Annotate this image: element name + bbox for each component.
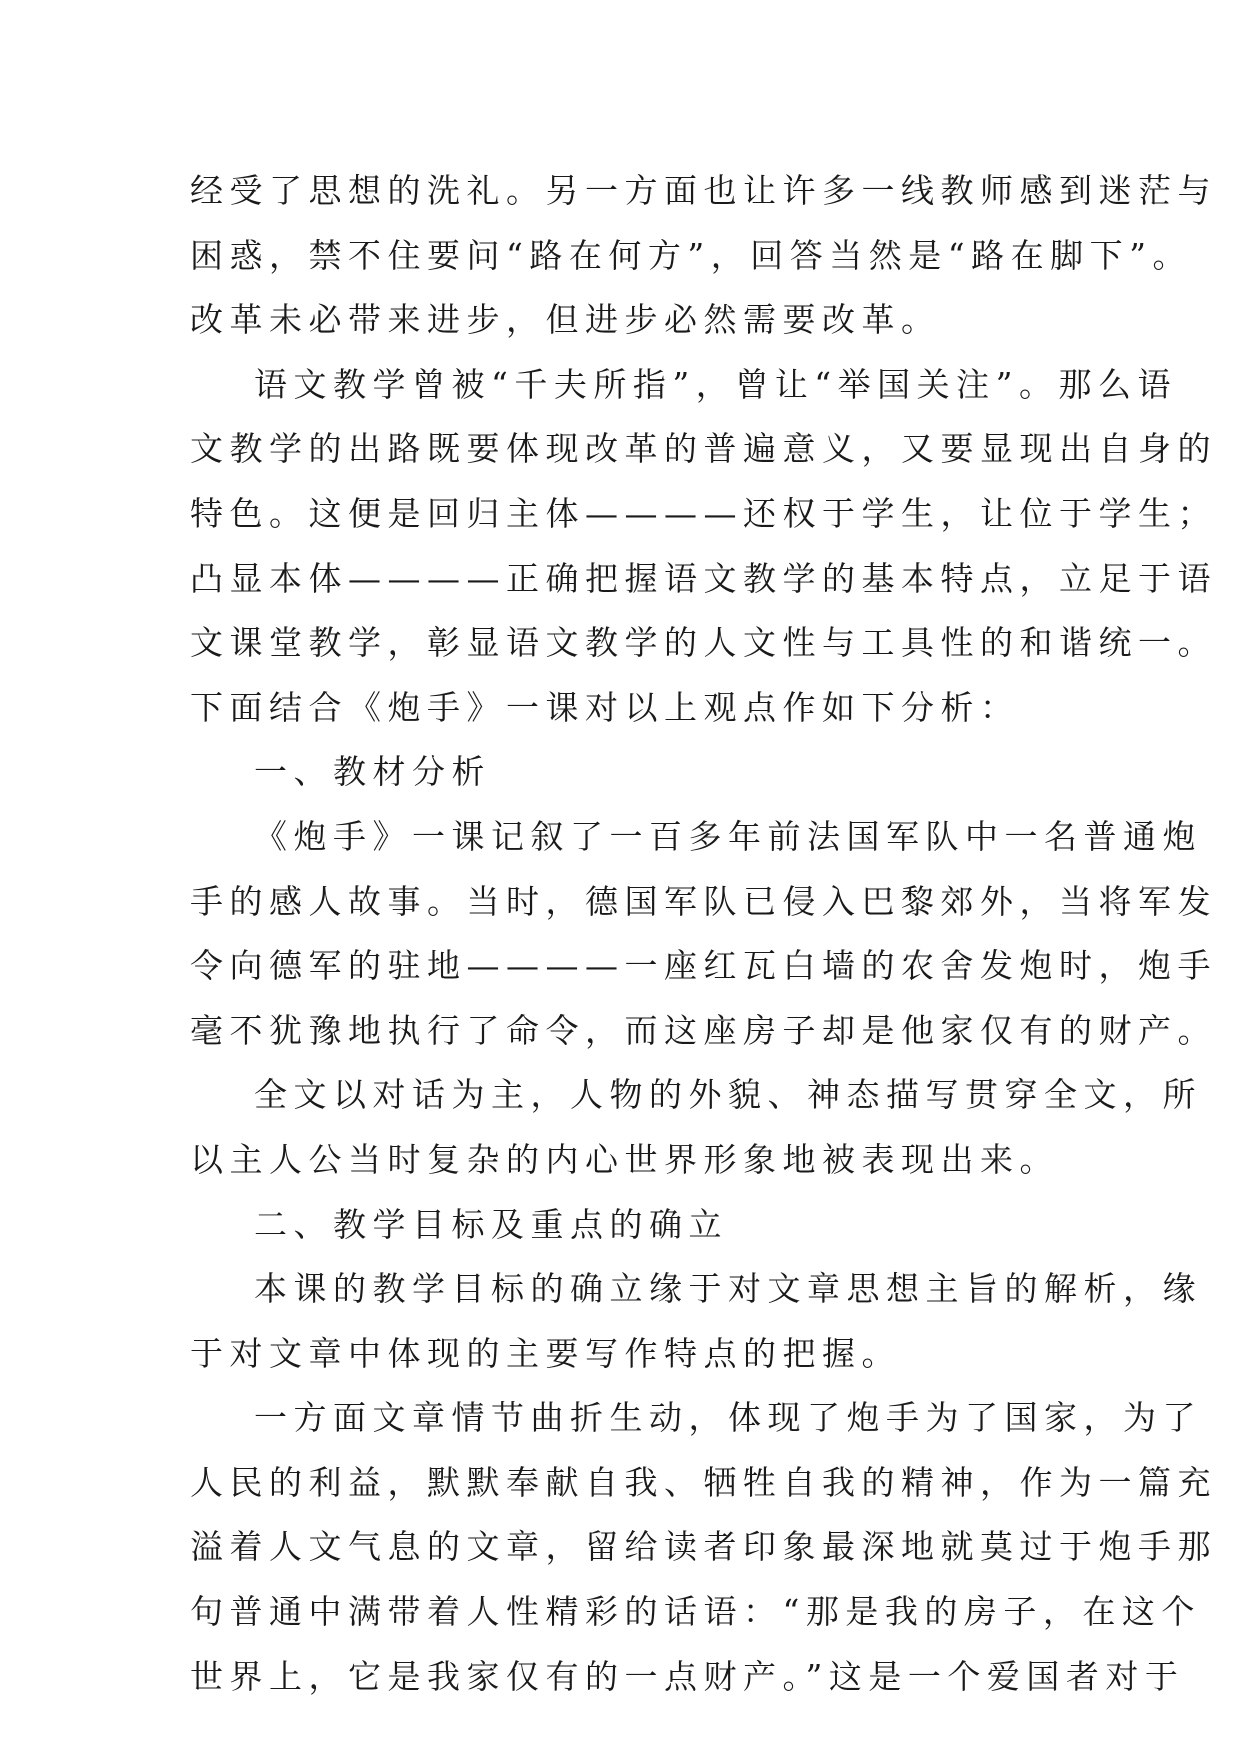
section-heading: 一、教材分析 — [254, 752, 491, 792]
text-line: 语文教学曾被“千夫所指”，曾让“举国关注”。那么语 — [254, 364, 1177, 404]
text-line: 以主人公当时复杂的内心世界形象地被表现出来。 — [190, 1139, 1059, 1179]
text-line: 于对文章中体现的主要写作特点的把握。 — [190, 1333, 901, 1373]
text-line: 世界上，它是我家仅有的一点财产。”这是一个爱国者对于 — [190, 1656, 1185, 1696]
text-line: 手的感人故事。当时，德国军队已侵入巴黎郊外，当将军发 — [190, 881, 1217, 921]
text-line: 令向德军的驻地————一座红瓦白墙的农舍发炮时，炮手 — [190, 946, 1217, 986]
text-line: 凸显本体————正确把握语文教学的基本特点，立足于语 — [190, 558, 1217, 598]
text-line: 句普通中满带着人性精彩的话语：“那是我的房子，在这个 — [190, 1592, 1201, 1632]
section-heading: 二、教学目标及重点的确立 — [254, 1204, 728, 1244]
text-line: 溢着人文气息的文章，留给读者印象最深地就莫过于炮手那 — [190, 1527, 1217, 1567]
text-line: 文教学的出路既要体现改革的普遍意义，又要显现出自身的 — [190, 429, 1217, 469]
text-line: 本课的教学目标的确立缘于对文章思想主旨的解析，缘 — [254, 1269, 1202, 1309]
text-line: 下面结合《炮手》一课对以上观点作如下分析： — [190, 687, 1020, 727]
text-line: 特色。这便是回归主体————还权于学生，让位于学生； — [190, 493, 1217, 533]
text-line: 全文以对话为主，人物的外貌、神态描写贯穿全文，所 — [254, 1075, 1202, 1115]
document-body — [190, 159, 1217, 1709]
text-line: 改革未必带来进步，但进步必然需要改革。 — [190, 300, 941, 340]
text-line: 《炮手》一课记叙了一百多年前法国军队中一名普通炮 — [254, 816, 1202, 856]
text-line: 经受了思想的洗礼。另一方面也让许多一线教师感到迷茫与 — [190, 171, 1217, 210]
text-line: 一方面文章情节曲折生动，体现了炮手为了国家，为了 — [254, 1398, 1202, 1438]
text-line: 人民的利益，默默奉献自我、牺牲自我的精神，作为一篇充 — [190, 1462, 1217, 1502]
text-line: 毫不犹豫地执行了命令，而这座房子却是他家仅有的财产。 — [190, 1010, 1217, 1050]
text-line: 困惑，禁不住要问“路在何方”，回答当然是“路在脚下”。 — [190, 235, 1192, 275]
text-line: 文课堂教学，彰显语文教学的人文性与工具性的和谐统一。 — [190, 623, 1217, 663]
